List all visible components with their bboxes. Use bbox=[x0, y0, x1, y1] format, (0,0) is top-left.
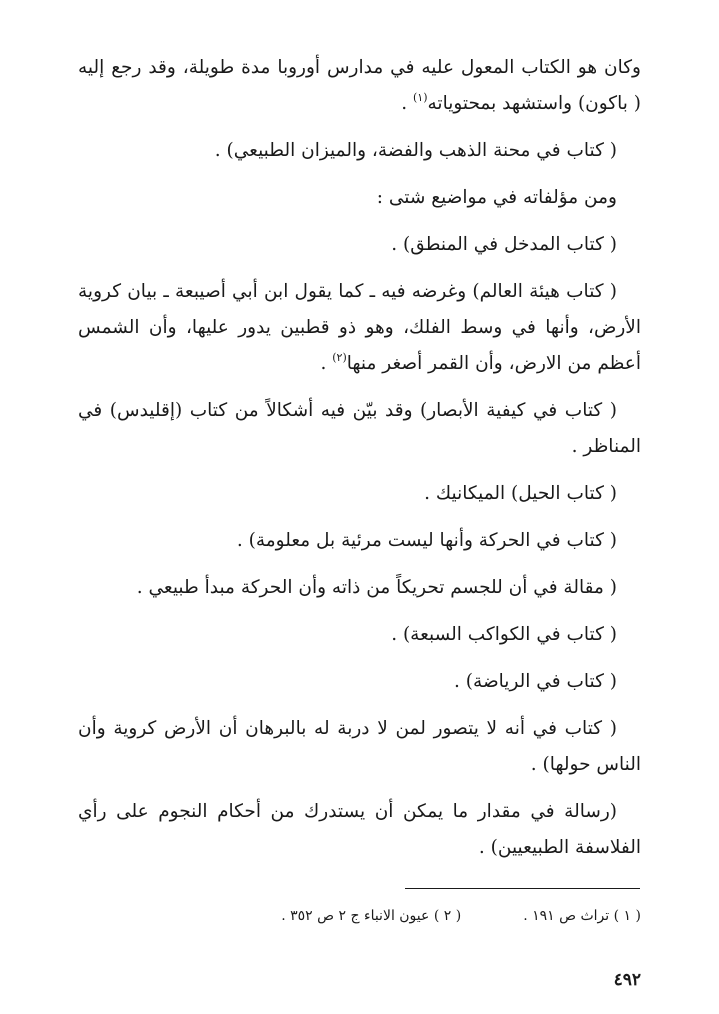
paragraph-text: ( كتاب في الحركة وأنها ليست مرئية بل معلومة) . bbox=[236, 530, 617, 551]
paragraph-tail: . bbox=[401, 93, 413, 114]
page-number: ٤٩٢ bbox=[613, 970, 641, 990]
paragraph-text: ( كتاب في أنه لا يتصور لمن لا دربة له بالبرهان أن الأرض كروية وأن الناس حولها) . bbox=[78, 718, 641, 775]
paragraph-text: وكان هو الكتاب المعول عليه في مدارس أوروبا مدة طويلة، وقد رجع إليه ( باكون) واستشهد بمحتوياته bbox=[78, 57, 641, 114]
paragraph bbox=[78, 50, 641, 122]
paragraph bbox=[78, 570, 641, 606]
footnote: ( ١ ) تراث ص ١٩١ . bbox=[523, 908, 641, 924]
paragraph bbox=[78, 274, 641, 382]
footnote-divider bbox=[405, 888, 640, 889]
paragraph bbox=[78, 180, 641, 216]
paragraph bbox=[78, 794, 641, 866]
main-text bbox=[78, 50, 641, 877]
paragraph bbox=[78, 227, 641, 263]
paragraph-text: ( مقالة في أن للجسم تحريكاً من ذاته وأن الحركة مبدأ طبيعي . bbox=[136, 577, 617, 598]
footnote: ( ٢ ) عيون الانباء ج ٢ ص ٣٥٢ . bbox=[281, 908, 462, 924]
paragraph-text: ( كتاب في الرياضة) . bbox=[454, 671, 617, 692]
paragraph-text: (رسالة في مقدار ما يمكن أن يستدرك من أحكام النجوم على رأي الفلاسفة الطبيعيين) . bbox=[78, 801, 641, 858]
paragraph bbox=[78, 393, 641, 465]
footnotes bbox=[281, 905, 641, 927]
paragraph-text: ( كتاب في كيفية الأبصار) وقد بيّن فيه أشكالاً من كتاب (إقليدس) في المناظر . bbox=[78, 400, 641, 457]
paragraph bbox=[78, 711, 641, 783]
footnote-reference: (١) bbox=[412, 91, 428, 104]
paragraph-text: ( كتاب في الكواكب السبعة) . bbox=[391, 624, 617, 645]
paragraph bbox=[78, 133, 641, 169]
paragraph bbox=[78, 476, 641, 512]
paragraph-text: ( كتاب الحيل) الميكانيك . bbox=[424, 483, 617, 504]
paragraph-text: ( كتاب المدخل في المنطق) . bbox=[391, 234, 617, 255]
footnote-reference: (٢) bbox=[332, 351, 347, 364]
paragraph bbox=[78, 523, 641, 559]
paragraph-text: ( كتاب في محنة الذهب والفضة، والميزان الطبيعي) . bbox=[214, 140, 617, 161]
paragraph bbox=[78, 664, 641, 700]
paragraph bbox=[78, 617, 641, 653]
paragraph-text: ومن مؤلفاته في مواضيع شتى : bbox=[376, 187, 617, 208]
paragraph-text: ( كتاب هيئة العالم) وغرضه فيه ـ كما يقول ابن أبي أصيبعة ـ بيان كروية الأرض، وأنها في وسط الفلك، وهو ذو قطبين يدور عليها، وأن الشمس أعظم من الارض، وأن القمر أصغر منها bbox=[78, 281, 641, 374]
paragraph-tail: . bbox=[320, 353, 333, 374]
